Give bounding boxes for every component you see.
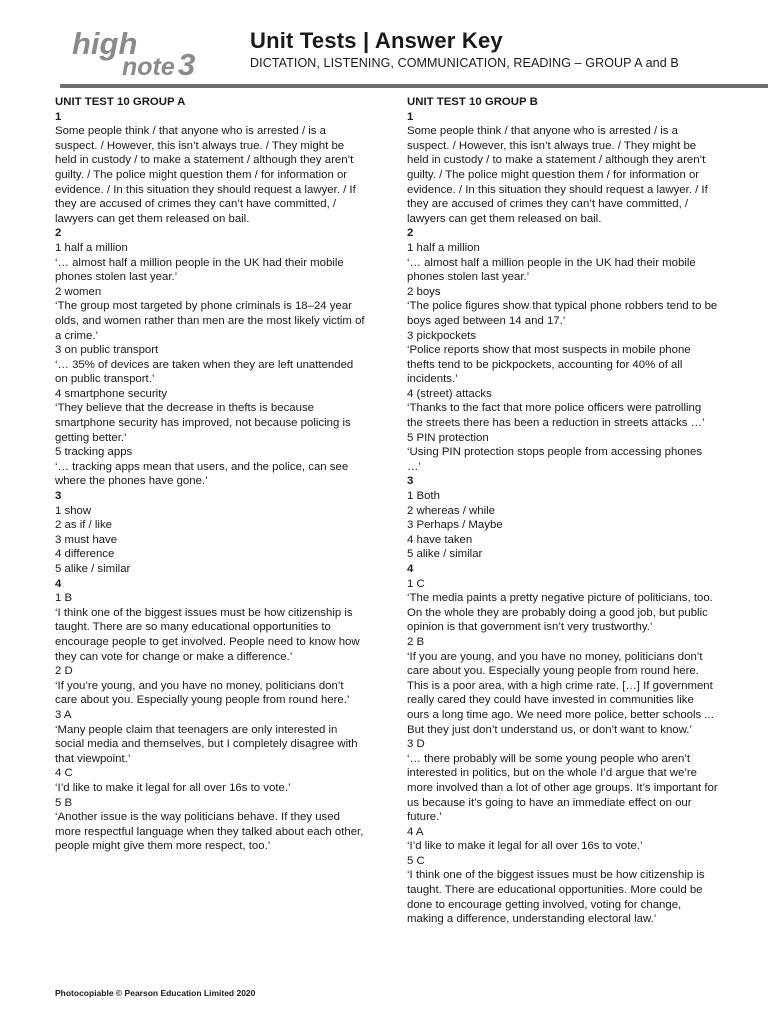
page-header (0, 0, 768, 90)
answer-line: 3 on public transport (55, 344, 159, 357)
answer-line: ‘Thanks to the fact that more police officers were patrolling the streets there has been a reduction in streets attacks …’ (407, 402, 705, 430)
answer-line: ‘… tracking apps mean that users, and the police, can see where the phones have gone.’ (55, 460, 349, 488)
answer-line: ‘I’d like to make it legal for all over 16s to vote.’ (55, 781, 291, 794)
answer-line: ‘Many people claim that teenagers are only interested in social media and themselves, but I completely disagree with that viewpoint.’ (55, 723, 358, 765)
group-a-answers (55, 110, 367, 854)
answer-line: Some people think / that anyone who is arrested / is a suspect. / However, this isn’t always true. / They might be held in custody / to make a statement / although they aren’t guilty. / The police might question them / for information or evidence. / In this situation they should request a lawyer. / If they are accused of crimes they can’t have committed, / lawyers can get them released on bail. (407, 125, 708, 225)
section-number: 2 (55, 227, 62, 240)
answer-line: 4 difference (55, 548, 115, 561)
answer-line: 1 Both (407, 490, 440, 503)
section-number: 3 (407, 475, 414, 488)
answer-line: ‘… almost half a million people in the UK had their mobile phones stolen last year.’ (55, 256, 344, 284)
svg-text:note: note (122, 53, 175, 80)
section-number: 4 (407, 563, 414, 575)
answer-line: ‘I’d like to make it legal for all over 16s to vote.’ (407, 840, 643, 853)
answer-line: 5 B (55, 796, 73, 809)
group-a-heading: UNIT TEST 10 GROUP A (55, 96, 186, 108)
answer-line: 4 have taken (407, 533, 473, 546)
answer-line: 5 C (407, 854, 425, 867)
answer-line: 1 half a million (55, 241, 128, 254)
answer-line: 3 Perhaps / Maybe (407, 519, 503, 532)
group-b-column (407, 95, 719, 927)
section-number: 1 (407, 110, 414, 123)
svg-text:3: 3 (178, 47, 196, 80)
answer-line: 2 as if / like (55, 519, 112, 532)
answer-line: ‘I think one of the biggest issues must be how citizenship is taught. There are educational opportunities. More could be done to encourage getting involved, voting for change, making a difference, understanding electoral law.’ (407, 869, 705, 926)
answer-line: ‘The group most targeted by phone criminals is 18–24 year olds, and women rather than men are the most likely victim of a crime.’ (55, 300, 365, 342)
group-b-answers (407, 110, 719, 927)
answer-line: ‘If you’re young, and you have no money, politicians don’t care about you. Especially young people from round here.’ (55, 679, 350, 707)
answer-line: 3 A (55, 708, 72, 721)
answer-line: 5 alike / similar (55, 563, 131, 575)
page-title: Unit Tests | Answer Key (250, 28, 503, 53)
high-note-logo (70, 24, 210, 80)
answer-line: ‘Using PIN protection stops people from accessing phones …’ (407, 446, 703, 473)
answer-line: 1 half a million (407, 241, 480, 254)
answer-line: 3 must have (55, 533, 118, 546)
answer-line: 3 D (407, 738, 425, 751)
svg-text:high: high (72, 26, 138, 61)
answer-line: ‘… there probably will be some young people who aren’t interested in politics, but on the whole I’d argue that we’re more involved than a lot of other age groups. It’s important for us because it’s going to have an immediate effect on our future.’ (407, 752, 718, 824)
answer-line: 2 women (55, 285, 102, 298)
answer-line: 4 C (55, 767, 73, 780)
answer-line: 1 show (55, 504, 92, 517)
page-subtitle: DICTATION, LISTENING, COMMUNICATION, READING – GROUP A and B (250, 56, 679, 70)
answer-line: 5 alike / similar (407, 548, 483, 561)
answer-line: ‘If you are young, and you have no money, politicians don’t care about you. Especially young people from round here. This is a poor area, with a high crime rate. […] If government really cared they could have invested in communities like ours a long time ago. We need more police, better schools ... But they just don’t understand us, or don’t want to know.’ (407, 650, 714, 736)
answer-line: ‘I think one of the biggest issues must be how citizenship is taught. There are so many educational opportunities to encourage people to get involved. People need to know how they can vote for change or make a difference.’ (55, 606, 360, 663)
answer-line: ‘The police figures show that typical phone robbers tend to be boys aged between 14 and 17.’ (407, 300, 718, 327)
section-number: 4 (55, 577, 62, 590)
answer-line: 4 (street) attacks (407, 387, 492, 400)
answer-line: Some people think / that anyone who is arrested / is a suspect. / However, this isn’t always true. / They might be held in custody / to make a statement / although they aren’t guilty. / The police might question them / for information or evidence. / In this situation they should request a lawyer. / If they are accused of crimes they can’t have committed, / lawyers can get them released on bail. (55, 125, 356, 225)
answer-line: ‘The media paints a pretty negative picture of politicians, too. On the whole they are probably doing a good job, but public opinion is that government isn’t very trustworthy.’ (407, 592, 713, 634)
answer-line: ‘… almost half a million people in the UK had their mobile phones stolen last year.’ (407, 256, 696, 284)
header-divider (60, 84, 768, 88)
group-b-heading: UNIT TEST 10 GROUP B (407, 96, 538, 108)
answer-line: 4 smartphone security (55, 387, 168, 400)
group-a-column (55, 95, 367, 854)
answer-line: ‘Police reports show that most suspects in mobile phone thefts tend to be pickpockets, accounting for 40% of all incidents.’ (407, 344, 691, 386)
answer-line: 3 pickpockets (407, 329, 477, 342)
answer-line: 1 B (55, 592, 73, 605)
answer-line: 4 A (407, 825, 424, 838)
answer-line: 2 B (407, 635, 425, 648)
section-number: 2 (407, 227, 414, 240)
answer-line: ‘Another issue is the way politicians behave. If they used more respectful language when they talked about each other, people might give them more respect, too.’ (55, 811, 364, 853)
copyright-footer: Photocopiable © Pearson Education Limited 2020 (55, 988, 256, 998)
answer-line: ‘They believe that the decrease in thefts is because smartphone security has improved, not because policing is getting better.’ (55, 402, 351, 444)
answer-line: 5 PIN protection (407, 431, 489, 444)
answer-line: 2 boys (407, 285, 441, 298)
answer-line: 2 D (55, 665, 73, 678)
section-number: 1 (55, 110, 62, 123)
section-number: 3 (55, 490, 62, 503)
answer-line: 1 C (407, 577, 425, 590)
answer-line: 2 whereas / while (407, 504, 496, 517)
answer-line: ‘… 35% of devices are taken when they are left unattended on public transport.’ (55, 358, 354, 386)
answer-line: 5 tracking apps (55, 446, 133, 459)
